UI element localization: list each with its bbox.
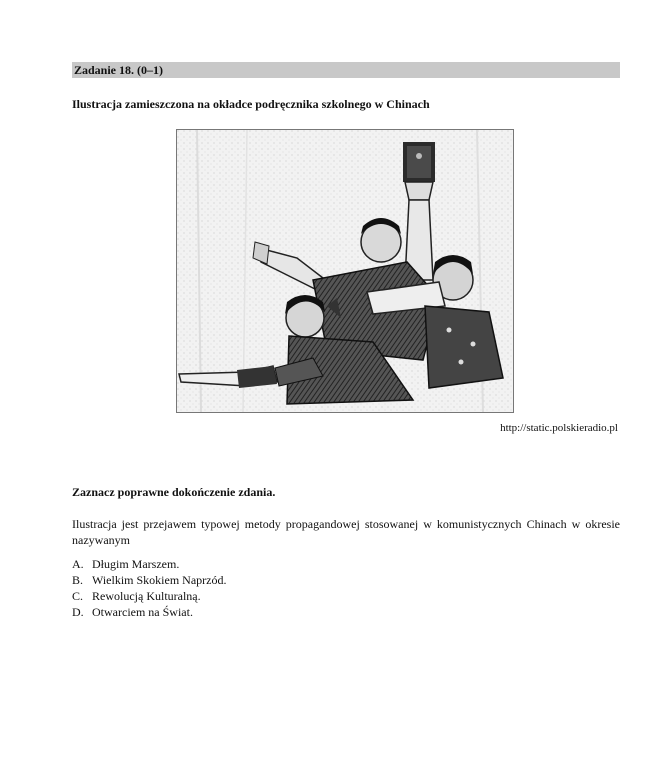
task-header-bar — [72, 62, 620, 78]
illustration-caption: Ilustracja zamieszczona na okładce podręcznika szkolnego w Chinach — [72, 97, 430, 111]
question-stem: Ilustracja jest przejawem typowej metody propagandowej stosowanej w komunistycznych Chinach w okresie nazywanym — [72, 517, 620, 547]
option-letter: B. — [72, 573, 84, 587]
answer-option-a[interactable] — [72, 556, 227, 572]
option-letter: D. — [72, 605, 84, 619]
answer-option-b[interactable] — [72, 572, 227, 588]
answer-option-c[interactable] — [72, 588, 227, 604]
task-instruction: Zaznacz poprawne dokończenie zdania. — [72, 485, 276, 499]
task-title: Zadanie 18. (0–1) — [74, 63, 164, 77]
option-letter: C. — [72, 589, 84, 603]
answer-options — [72, 556, 227, 620]
answer-option-d[interactable] — [72, 604, 227, 620]
option-text: Rewolucją Kulturalną. — [92, 589, 201, 603]
option-text: Otwarciem na Świat. — [92, 605, 193, 619]
option-text: Wielkim Skokiem Naprzód. — [92, 573, 227, 587]
image-source-credit: http://static.polskieradio.pl — [500, 422, 618, 434]
propaganda-poster-image — [177, 130, 513, 412]
propaganda-illustration — [176, 129, 514, 413]
option-text: Długim Marszem. — [92, 557, 180, 571]
option-letter: A. — [72, 557, 84, 571]
